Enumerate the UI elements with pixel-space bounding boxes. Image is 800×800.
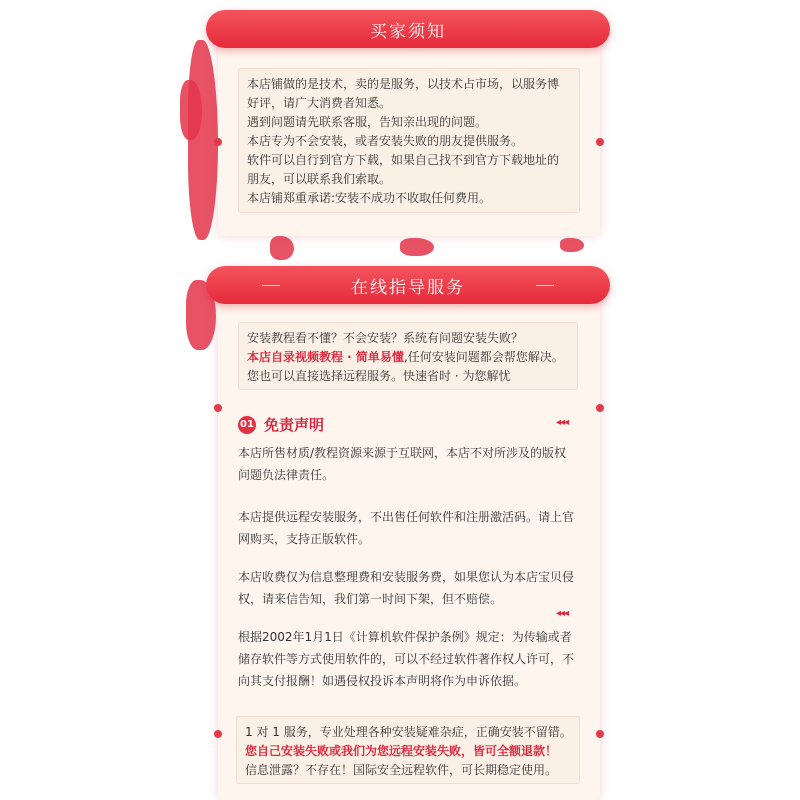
para-line: 本店所售材质/教程资源来源于互联网，本店不对所涉及的版权 (238, 446, 567, 460)
notice-line: 软件可以自行到官方下载，如果自己找不到官方下载地址的 (247, 153, 560, 167)
arrows-icon: ◂◂◂ (556, 608, 569, 619)
banner-line-left (262, 285, 280, 286)
service-line: 信息泄露？不存在！国际安全远程软件，可长期稳定使用。 (245, 763, 558, 777)
service-info-box (236, 716, 580, 784)
number-badge: 01 (238, 416, 256, 434)
notice-line: 好评，请广大消费者知悉。 (247, 96, 392, 110)
tutorial-highlight: 本店自录视频教程 · 简单易懂 (247, 350, 404, 364)
decorative-splash (180, 80, 202, 140)
tutorial-line: 安装教程看不懂？不会安装？系统有问题安装失败？ (247, 331, 524, 345)
disclaimer-paragraph-1 (238, 442, 588, 486)
notice-line: 遇到问题请先联系客服，告知亲出现的问题。 (247, 115, 488, 129)
tutorial-line: 您也可以直接选择远程服务。快速省时 · 为您解忧 (247, 369, 511, 383)
decorative-splash (270, 236, 294, 260)
decorative-dot (214, 404, 222, 412)
service-line: 1 对 1 服务，专业处理各种安装疑难杂症，正确安装不留错。 (245, 725, 572, 739)
decorative-splash (560, 238, 584, 252)
decorative-dot (596, 138, 604, 146)
para-line: 本店提供远程安装服务，不出售任何软件和注册激活码。请上官 (238, 510, 575, 524)
para-line: 本店收费仅为信息整理费和安装服务费，如果您认为本店宝贝侵 (238, 570, 575, 584)
para-line: 问题负法律责任。 (238, 468, 335, 482)
disclaimer-paragraph-2 (238, 506, 588, 550)
arrows-icon: ◂◂◂ (556, 417, 569, 428)
tutorial-info-box (238, 322, 578, 390)
para-line: 储存软件等方式使用软件的，可以不经过软件著作权人许可，不 (238, 652, 575, 666)
decorative-dot (214, 138, 222, 146)
disclaimer-paragraph-3 (238, 566, 588, 610)
para-line: 根据2002年1月1日《计算机软件保护条例》规定：为传输或者 (238, 630, 572, 644)
disclaimer-title: 免责声明 (264, 416, 325, 434)
para-line: 权，请来信告知，我们第一时间下架，但不赔偿。 (238, 592, 503, 606)
service-refund-line: 您自己安装失败或我们为您远程安装失败，皆可全额退款！ (245, 744, 558, 758)
para-line: 向其支付报酬！如遇侵权投诉本声明将作为申诉依据。 (238, 674, 527, 688)
decorative-dot (214, 730, 222, 738)
notice-line: 朋友，可以联系我们索取。 (247, 172, 392, 186)
online-guide-banner (206, 266, 610, 304)
notice-line: 本店专为不会安装，或者安装失败的朋友提供服务。 (247, 134, 524, 148)
notice-line: 本店铺郑重承诺:安装不成功不收取任何费用。 (247, 191, 492, 205)
decorative-dot (596, 404, 604, 412)
online-guide-title: 在线指导服务 (351, 277, 465, 298)
decorative-splash (400, 238, 434, 256)
buyer-notice-title: 买家须知 (370, 21, 446, 42)
decorative-dot (596, 730, 604, 738)
notice-line: 本店铺做的是技术，卖的是服务，以技术占市场，以服务博 (247, 77, 560, 91)
buyer-notice-banner (206, 10, 610, 48)
buyer-notice-box (238, 68, 580, 213)
disclaimer-heading (238, 414, 324, 435)
para-line: 网购买，支持正版软件。 (238, 532, 371, 546)
tutorial-line (247, 348, 569, 367)
banner-line-right (536, 285, 554, 286)
tutorial-line-rest: ,任何安装问题都会帮您解决。 (403, 350, 564, 364)
disclaimer-paragraph-4 (238, 626, 588, 692)
